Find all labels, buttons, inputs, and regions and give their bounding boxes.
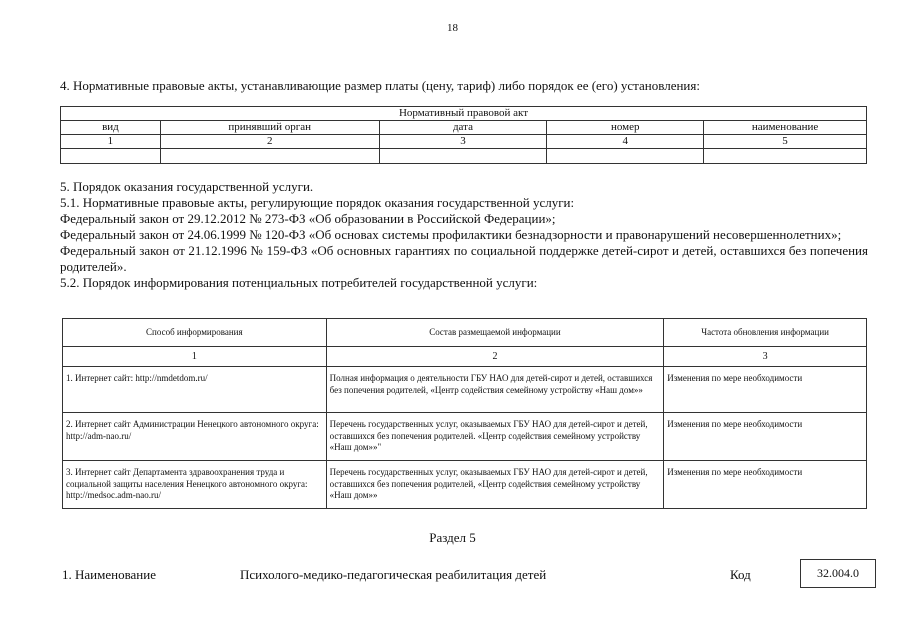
column-number: 4 xyxy=(547,135,704,149)
law-273: Федеральный закон от 29.12.2012 № 273-ФЗ «Об образовании в Российской Федерации»; xyxy=(60,211,556,226)
informing-table xyxy=(62,318,867,509)
table-cell: 1. Интернет сайт: http://nmdetdom.ru/ xyxy=(63,367,327,413)
section5-text xyxy=(60,179,868,291)
normative-acts-table xyxy=(60,106,867,164)
table-header-row xyxy=(63,319,867,347)
section5-1-title: 5.1. Нормативные правовые акты, регулирующие порядок оказания государственной услуги: xyxy=(60,195,575,210)
table-row xyxy=(63,461,867,509)
column-header: принявший орган xyxy=(160,121,379,135)
table-cell: Перечень государственных услуг, оказываемых ГБУ НАО для детей-сирот и детей, оставшихся без попечения родителей. «Центр содействия семейному устройству «Наш дом»»" xyxy=(326,413,664,461)
column-number: 3 xyxy=(379,135,547,149)
table-cell xyxy=(379,149,547,164)
section5-title: 5. Порядок оказания государственной услуги. xyxy=(60,179,314,194)
table-group-header: Нормативный правовой акт xyxy=(61,107,867,121)
table-cell: Изменения по мере необходимости xyxy=(664,461,867,509)
column-header: дата xyxy=(379,121,547,135)
table-cell xyxy=(547,149,704,164)
table-cell xyxy=(160,149,379,164)
table-number-row xyxy=(63,347,867,367)
section-title: Раздел 5 xyxy=(429,530,476,545)
name-label: 1. Наименование xyxy=(62,567,156,582)
column-header: Способ информирования xyxy=(63,319,327,347)
law-120: Федеральный закон от 24.06.1999 № 120-ФЗ «Об основах системы профилактики безнадзорности и правонарушений несовершеннолетних»; xyxy=(60,227,842,242)
column-header: Состав размещаемой информации xyxy=(326,319,664,347)
column-header: вид xyxy=(61,121,161,135)
column-number: 3 xyxy=(664,347,867,367)
column-number: 1 xyxy=(61,135,161,149)
column-header: наименование xyxy=(704,121,867,135)
table-cell: Изменения по мере необходимости xyxy=(664,367,867,413)
table-row xyxy=(63,367,867,413)
section4-heading: 4. Нормативные правовые акты, устанавливающие размер платы (цену, тариф) либо порядок ее (его) установления: xyxy=(60,78,700,93)
table-row xyxy=(61,149,867,164)
code-label: Код xyxy=(730,567,751,582)
page-number: 18 xyxy=(447,22,458,34)
column-number: 2 xyxy=(160,135,379,149)
column-header: Частота обновления информации xyxy=(664,319,867,347)
table-cell: Изменения по мере необходимости xyxy=(664,413,867,461)
column-number: 2 xyxy=(326,347,664,367)
name-value: Психолого-медико-педагогическая реабилитация детей xyxy=(240,567,547,582)
table-cell: 3. Интернет сайт Департамента здравоохранения труда и социальной защиты населения Ненецкого автономного округа: http://medsoc.adm-nao.ru/ xyxy=(63,461,327,509)
column-number: 5 xyxy=(704,135,867,149)
section5-2-title: 5.2. Порядок информирования потенциальных потребителей государственной услуги: xyxy=(60,275,538,290)
law-159: Федеральный закон от 21.12.1996 № 159-ФЗ «Об основных гарантиях по социальной поддержке детей-сирот и детей, оставшихся без попечения родителей». xyxy=(60,243,868,274)
table-row xyxy=(63,413,867,461)
table-cell: Перечень государственных услуг, оказываемых ГБУ НАО для детей-сирот и детей, оставшихся без попечения родителей, «Центр содействия семейному устройству «Наш дом»» xyxy=(326,461,664,509)
table-cell: 2. Интернет сайт Администрации Ненецкого автономного округа: http://adm-nao.ru/ xyxy=(63,413,327,461)
column-number: 1 xyxy=(63,347,327,367)
table-cell xyxy=(61,149,161,164)
table-number-row xyxy=(61,135,867,149)
table-header-row xyxy=(61,121,867,135)
table-cell: Полная информация о деятельности ГБУ НАО для детей-сирот и детей, оставшихся без попечения родителей, «Центр содействия семейному устройству «Наш дом»» xyxy=(326,367,664,413)
code-box: 32.004.0 xyxy=(800,559,876,588)
column-header: номер xyxy=(547,121,704,135)
table-cell xyxy=(704,149,867,164)
